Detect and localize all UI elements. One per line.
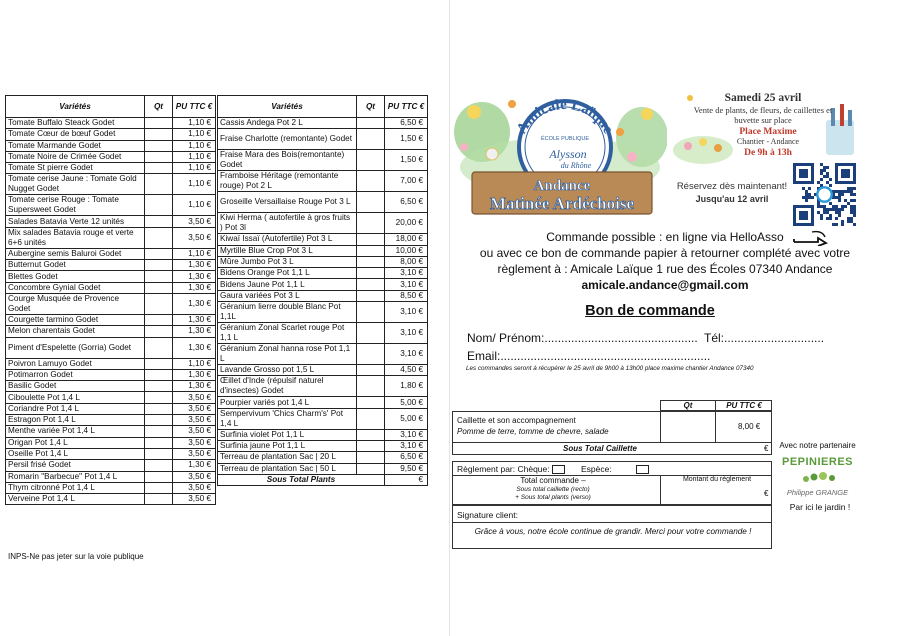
table-row [218, 429, 428, 440]
table-row [6, 426, 216, 437]
variety-cell: Kiwaï Issaï (Autofertile) Pot 3 L [218, 234, 357, 245]
variety-cell: Œillet d'Inde (répulsif naturel d'insectes) Godet [218, 376, 357, 397]
form-pu-header: PU TTC € [726, 401, 762, 410]
flower-icon [684, 142, 692, 150]
table-row [6, 494, 216, 505]
col-header-variety: Variétés [218, 96, 357, 118]
price-cell: 9,50 € [385, 463, 428, 474]
price-cell: 1,30 € [173, 369, 216, 380]
variety-cell: Menthe variée Pot 1,4 L [6, 426, 145, 437]
table-row [6, 392, 216, 403]
variety-cell: Courgette tarmino Godet [6, 314, 145, 325]
variety-cell: Piment d'Espelette (Gorria) Godet [6, 337, 145, 358]
variety-cell: Framboise Héritage (remontante rouge) Pot 2 L [218, 171, 357, 192]
total-sub-2: + Sous total plants (verso) [515, 494, 591, 501]
logo-script-2: du Rhône [560, 161, 592, 170]
col-header-qty: Qt [357, 96, 385, 118]
qty-input-cell[interactable] [357, 213, 385, 234]
order-form-title: Bon de commande [585, 303, 715, 319]
table-row [6, 260, 216, 271]
price-cell: 1,10 € [173, 163, 216, 174]
price-table-fruits-flowers [217, 95, 428, 486]
name-label: Nom/ Prénom: [467, 331, 545, 345]
table-row [218, 397, 428, 408]
caillette-box [452, 411, 772, 455]
table-row [6, 174, 216, 195]
qty-input-cell[interactable] [145, 260, 173, 271]
table-row [6, 415, 216, 426]
logo-title-1: Andance [533, 178, 591, 194]
table-row [218, 365, 428, 376]
qty-input-cell[interactable] [145, 271, 173, 282]
price-cell: 5,00 € [385, 397, 428, 408]
table-row [218, 245, 428, 256]
flower-icon [641, 108, 653, 120]
qty-input-cell[interactable] [357, 452, 385, 463]
price-cell: 3,50 € [173, 448, 216, 459]
tel-field[interactable] [704, 331, 824, 345]
qty-input-cell[interactable] [357, 192, 385, 213]
logo-arc-title: Amicale Laïque [513, 96, 617, 137]
qty-input-cell[interactable] [145, 163, 173, 174]
col-header-price: PU TTC € [385, 96, 428, 118]
flower-icon [467, 105, 481, 119]
table-row [218, 408, 428, 429]
qty-input-cell[interactable] [145, 460, 173, 471]
table-row [218, 268, 428, 279]
qty-input-cell[interactable] [357, 279, 385, 290]
table-row [6, 118, 216, 129]
qty-input-cell[interactable] [357, 344, 385, 365]
variety-cell: Fraise Charlotte (remontante) Godet [218, 129, 357, 150]
logo-school: ÉCOLE PUBLIQUE [541, 136, 589, 142]
price-cell: 1,10 € [173, 140, 216, 151]
qty-input-cell[interactable] [145, 415, 173, 426]
price-cell: 3,10 € [385, 440, 428, 451]
price-cell: 1,80 € [385, 376, 428, 397]
table-row [6, 448, 216, 459]
variety-cell: Coriandre Pot 1,4 L [6, 403, 145, 414]
table-row [218, 463, 428, 474]
price-cell: 4,50 € [385, 365, 428, 376]
price-cell: 3,10 € [385, 323, 428, 344]
qty-input-cell[interactable] [145, 282, 173, 293]
flower-icon [486, 148, 498, 160]
variety-cell: Bidens Orange Pot 1,1 L [218, 268, 357, 279]
qty-input-cell[interactable] [357, 440, 385, 451]
price-cell: 3,50 € [173, 392, 216, 403]
qty-input-cell[interactable] [145, 482, 173, 493]
col-header-price: PU TTC € [173, 96, 216, 118]
variety-cell: Thym citronné Pot 1,4 L [6, 482, 145, 493]
qty-input-cell[interactable] [145, 426, 173, 437]
qty-input-cell[interactable] [145, 448, 173, 459]
qty-input-cell[interactable] [357, 171, 385, 192]
qty-input-cell[interactable] [357, 397, 385, 408]
qty-input-cell[interactable] [145, 369, 173, 380]
variety-cell: Terreau de plantation Sac | 20 L [218, 452, 357, 463]
qty-input-cell[interactable] [145, 151, 173, 162]
table-row [6, 358, 216, 369]
table-row [6, 437, 216, 448]
reserve-notice [670, 181, 794, 205]
qty-input-cell[interactable] [145, 174, 173, 195]
thanks-message: Grâce à vous, notre école continue de grandir. Merci pour votre commande ! [474, 527, 752, 536]
subtotal-caillette-label: Sous Total Caillette [563, 444, 637, 453]
tel-label: Tél: [704, 331, 725, 345]
form-qt-header: Qt [683, 401, 693, 410]
flower-icon [627, 152, 637, 162]
table-row [6, 151, 216, 162]
table-row [218, 256, 428, 267]
variety-cell: Verveine Pot 1,4 L [6, 494, 145, 505]
price-cell: 6,50 € [385, 192, 428, 213]
table-row [6, 163, 216, 174]
variety-cell: Tomate Noire de Crimée Godet [6, 151, 145, 162]
table-row [218, 118, 428, 129]
bottle-icon [848, 110, 852, 126]
variety-cell: Tomate cerise Rouge : Tomate Supersweet Godet [6, 195, 145, 216]
partner-owner: Philippe GRANGE [786, 488, 849, 497]
variety-cell: Sempervivum 'Chics Charm's' Pot 1,4 L [218, 408, 357, 429]
qty-input-cell[interactable] [145, 216, 173, 227]
qty-input-cell[interactable] [357, 365, 385, 376]
order-line-3: règlement à : Amicale Laïque 1 rue des Écoles 07340 Andance [497, 262, 833, 276]
table-row [218, 279, 428, 290]
qty-input-cell[interactable] [357, 463, 385, 474]
variety-cell: Concombre Gynial Godet [6, 282, 145, 293]
price-cell: 1,10 € [173, 118, 216, 129]
variety-cell: Géranium lierre double Blanc Pot 1,1L [218, 302, 357, 323]
table-row [218, 302, 428, 323]
price-cell: 1,30 € [173, 314, 216, 325]
variety-cell: Surfinia violet Pot 1,1 L [218, 429, 357, 440]
price-cell: 3,50 € [173, 426, 216, 437]
variety-cell: Butternut Godet [6, 260, 145, 271]
email-field[interactable] [467, 349, 710, 363]
amount-label: Montant du règlement [682, 476, 752, 483]
price-cell: 3,50 € [173, 415, 216, 426]
table-row [218, 192, 428, 213]
qty-input-cell[interactable] [357, 118, 385, 129]
signature-label: Signature client: [457, 510, 518, 520]
variety-cell: Blettes Godet [6, 271, 145, 282]
col-header-variety: Variétés [6, 96, 145, 118]
table-row [6, 293, 216, 314]
variety-cell: Aubergine semis Baluroi Godet [6, 248, 145, 259]
table-row [6, 326, 216, 337]
qty-input-cell[interactable] [145, 326, 173, 337]
qty-input-cell[interactable] [357, 302, 385, 323]
price-cell: 1,10 € [173, 129, 216, 140]
price-cell: 1,30 € [173, 282, 216, 293]
table-row [218, 323, 428, 344]
subtotal-plants-value[interactable]: € [385, 474, 428, 485]
price-cell: 5,00 € [385, 408, 428, 429]
price-cell: 1,30 € [173, 381, 216, 392]
qty-input-cell[interactable] [145, 494, 173, 505]
table-row [6, 227, 216, 248]
table-header-row [218, 96, 428, 118]
price-cell: 1,30 € [173, 326, 216, 337]
payment-label: Règlement par: Chèque: [457, 464, 550, 474]
table-row [218, 171, 428, 192]
amicale-logo [452, 92, 667, 217]
table-row [6, 314, 216, 325]
price-cell: 3,10 € [385, 279, 428, 290]
price-cell: 3,50 € [173, 437, 216, 448]
reserve-deadline: Jusqu'au 12 avril [695, 194, 769, 204]
qty-input-cell[interactable] [145, 471, 173, 482]
qty-input-cell[interactable] [357, 129, 385, 150]
table-row [6, 216, 216, 227]
email-dots[interactable]: ............................................................... [500, 349, 711, 363]
price-cell: 6,50 € [385, 118, 428, 129]
qty-input-cell[interactable] [145, 381, 173, 392]
qty-input-cell[interactable] [145, 314, 173, 325]
signature-box [452, 505, 772, 549]
partner-logo-icon [800, 472, 840, 484]
cash-checkbox[interactable] [636, 465, 649, 474]
qty-input-cell[interactable] [357, 376, 385, 397]
caillette-qty-input[interactable] [661, 422, 714, 434]
variety-cell: Géranium Zonal hanna rose Pot 1,1 L [218, 344, 357, 365]
variety-cell: Origan Pot 1,4 L [6, 437, 145, 448]
event-place: Place Maxime [739, 127, 797, 137]
table-row [218, 440, 428, 451]
qty-input-cell[interactable] [357, 256, 385, 267]
variety-cell: Tomate Cœur de bœuf Godet [6, 129, 145, 140]
qty-input-cell[interactable] [145, 358, 173, 369]
price-cell: 1,30 € [173, 337, 216, 358]
variety-cell: Mix salades Batavia rouge et verte 6+6 unités [6, 227, 145, 248]
qty-input-cell[interactable] [145, 227, 173, 248]
flower-icon [460, 143, 468, 151]
variety-cell: Kiwi Herma ( autofertile à gros fruits ) Pot 3l [218, 213, 357, 234]
variety-cell: Tomate cerise Jaune : Tomate Gold Nugget Godet [6, 174, 145, 195]
form-header-box [660, 400, 772, 411]
order-email: amicale.andance@gmail.com [581, 278, 749, 292]
variety-cell: Géranium Zonal Scarlet rouge Pot 1,1 L [218, 323, 357, 344]
price-cell: 1,30 € [173, 293, 216, 314]
event-date: Samedi 25 avril [724, 92, 802, 104]
qty-input-cell[interactable] [357, 429, 385, 440]
subtotal-caillette-value[interactable]: € [764, 444, 769, 453]
variety-cell: Myrtille Blue Crop Pot 3 L [218, 245, 357, 256]
price-cell: 1,30 € [173, 271, 216, 282]
price-cell: 3,50 € [173, 482, 216, 493]
variety-cell: Courge Musquée de Provence Godet [6, 293, 145, 314]
caillette-price: 8,00 € [738, 422, 761, 431]
price-cell: 1,30 € [173, 260, 216, 271]
footer-note: INPS-Ne pas jeter sur la voie publique [8, 552, 144, 561]
table-header-row [6, 96, 216, 118]
qty-input-cell[interactable] [357, 245, 385, 256]
qty-input-cell[interactable] [145, 140, 173, 151]
table-row [218, 344, 428, 365]
price-cell: 3,10 € [385, 268, 428, 279]
variety-cell: Terreau de plantation Sac | 50 L [218, 463, 357, 474]
price-cell: 1,10 € [173, 358, 216, 369]
table-row [6, 140, 216, 151]
price-cell: 3,50 € [173, 403, 216, 414]
qty-input-cell[interactable] [145, 403, 173, 414]
price-cell: 3,50 € [173, 227, 216, 248]
partner-name: PEPINIERES [781, 456, 854, 468]
logo-title-2: Matinée Ardéchoise [490, 194, 634, 213]
variety-cell: Tomate St pierre Godet [6, 163, 145, 174]
variety-cell: Lavande Grosso pot 1,5 L [218, 365, 357, 376]
col-header-qty: Qt [145, 96, 173, 118]
table-row [6, 403, 216, 414]
qty-input-cell[interactable] [145, 293, 173, 314]
payment-row [457, 464, 649, 474]
qty-input-cell[interactable] [145, 195, 173, 216]
butterfly-icon [616, 128, 624, 136]
logo-script-1: Alysson [549, 147, 587, 161]
table-row [6, 248, 216, 259]
variety-cell: Mûre Jumbo Pot 3 L [218, 256, 357, 267]
subtotal-plants-label: Sous Total Plants [218, 474, 385, 485]
table-row [218, 150, 428, 171]
table-row [6, 195, 216, 216]
qty-input-cell[interactable] [357, 408, 385, 429]
qty-input-cell[interactable] [145, 118, 173, 129]
variety-cell: Potimarron Godet [6, 369, 145, 380]
table-row [218, 234, 428, 245]
variety-cell: Salades Batavia Verte 12 unités [6, 216, 145, 227]
variety-cell: Fraise Mara des Bois(remontante) Godet [218, 150, 357, 171]
table-row [6, 282, 216, 293]
price-cell: 3,10 € [385, 344, 428, 365]
variety-cell: Poivron Lamuyo Godet [6, 358, 145, 369]
price-cell: 8,50 € [385, 290, 428, 301]
qty-input-cell[interactable] [357, 323, 385, 344]
table-row [218, 213, 428, 234]
qty-input-cell[interactable] [357, 268, 385, 279]
caillette-label: Caillette et son accompagnement [457, 416, 576, 425]
variety-cell: Pourpier variés pot 1,4 L [218, 397, 357, 408]
price-cell: 7,00 € [385, 171, 428, 192]
page-fold [449, 0, 450, 636]
variety-cell: Estragon Pot 1,4 L [6, 415, 145, 426]
table-row [218, 290, 428, 301]
amount-value[interactable]: € [764, 489, 769, 498]
price-cell: 1,10 € [173, 174, 216, 195]
qty-input-cell[interactable] [357, 290, 385, 301]
event-location: Chantier - Andance [736, 137, 800, 146]
variety-cell: Oseille Pot 1,4 L [6, 448, 145, 459]
qty-input-cell[interactable] [357, 234, 385, 245]
price-cell: 20,00 € [385, 213, 428, 234]
variety-cell: Groseille Versaillaise Rouge Pot 3 L [218, 192, 357, 213]
table-row [6, 482, 216, 493]
qr-code-icon[interactable] [793, 163, 856, 226]
variety-cell: Romarin "Barbecue" Pot 1,4 L [6, 471, 145, 482]
qty-input-cell[interactable] [145, 129, 173, 140]
qty-input-cell[interactable] [357, 150, 385, 171]
qty-input-cell[interactable] [145, 248, 173, 259]
table-row [218, 129, 428, 150]
partner-slogan: Par ici le jardin ! [789, 502, 851, 512]
email-label: Email: [467, 349, 501, 363]
table-row [6, 471, 216, 482]
event-description: Vente de plants, de fleurs, de caillettes et buvette sur place [693, 105, 833, 125]
event-time: De 9h à 13h [744, 148, 792, 158]
variety-cell: Cassis Andega Pot 2 L [218, 118, 357, 129]
arrow-right-icon [792, 228, 828, 246]
qty-input-cell[interactable] [145, 437, 173, 448]
price-cell: 3,50 € [173, 471, 216, 482]
price-cell: 1,10 € [173, 195, 216, 216]
variety-cell: Tomate Buffalo Steack Godet [6, 118, 145, 129]
table-row [6, 271, 216, 282]
price-cell: 3,10 € [385, 302, 428, 323]
partner-label: Avec notre partenaire [779, 441, 856, 450]
price-cell: 10,00 € [385, 245, 428, 256]
tel-dots[interactable]: .............................. [724, 331, 825, 345]
payment-box [452, 461, 772, 505]
table-row [218, 376, 428, 397]
price-cell: 1,50 € [385, 129, 428, 150]
table-row [6, 369, 216, 380]
table-row [6, 129, 216, 140]
price-cell: 18,00 € [385, 234, 428, 245]
table-row [218, 452, 428, 463]
price-cell: 1,50 € [385, 150, 428, 171]
price-cell: 3,10 € [385, 429, 428, 440]
price-cell: 1,10 € [173, 151, 216, 162]
price-cell: 1,10 € [173, 248, 216, 259]
price-cell: 3,50 € [173, 494, 216, 505]
price-cell: 3,50 € [173, 216, 216, 227]
total-label: Total commande – [520, 476, 586, 485]
price-table-vegetables [5, 95, 216, 505]
variety-cell: Persil frisé Godet [6, 460, 145, 471]
cheque-checkbox[interactable] [552, 465, 565, 474]
name-field[interactable] [467, 331, 698, 345]
cash-label: Espèce: [581, 464, 612, 474]
variety-cell: Gaura variées Pot 3 L [218, 290, 357, 301]
table-row [6, 337, 216, 358]
qty-input-cell[interactable] [145, 392, 173, 403]
reserve-text: Réservez dès maintenant! [676, 181, 788, 192]
variety-cell: Surfinia jaune Pot 1,1 L [218, 440, 357, 451]
variety-cell: Tomate Marmande Godet [6, 140, 145, 151]
variety-cell: Bidens Jaune Pot 1,1 L [218, 279, 357, 290]
butterfly-icon [508, 100, 516, 108]
subtotal-plants-row [218, 474, 428, 485]
order-line-2: ou avec ce bon de commande papier à retourner complété avec votre [479, 246, 851, 260]
order-line-1: Commande possible : en ligne via HelloAsso [546, 230, 784, 244]
variety-cell: Basilic Godet [6, 381, 145, 392]
table-row [6, 381, 216, 392]
price-cell: 1,30 € [173, 460, 216, 471]
qty-input-cell[interactable] [145, 337, 173, 358]
price-cell: 8,00 € [385, 256, 428, 267]
table-row [6, 460, 216, 471]
variety-cell: Ciboulette Pot 1,4 L [6, 392, 145, 403]
variety-cell: Melon charentais Godet [6, 326, 145, 337]
caillette-sides: Pomme de terre, tomme de chevre, salade [457, 427, 609, 436]
price-cell: 6,50 € [385, 452, 428, 463]
name-dots[interactable]: .............................................. [544, 331, 698, 345]
pickup-note: Les commandes seront à récupérer le 25 avril de 9h00 à 13h00 place maxime chantier Andance 07340 [466, 365, 754, 372]
total-sub-1: Sous total caillette (recto) [516, 486, 590, 493]
